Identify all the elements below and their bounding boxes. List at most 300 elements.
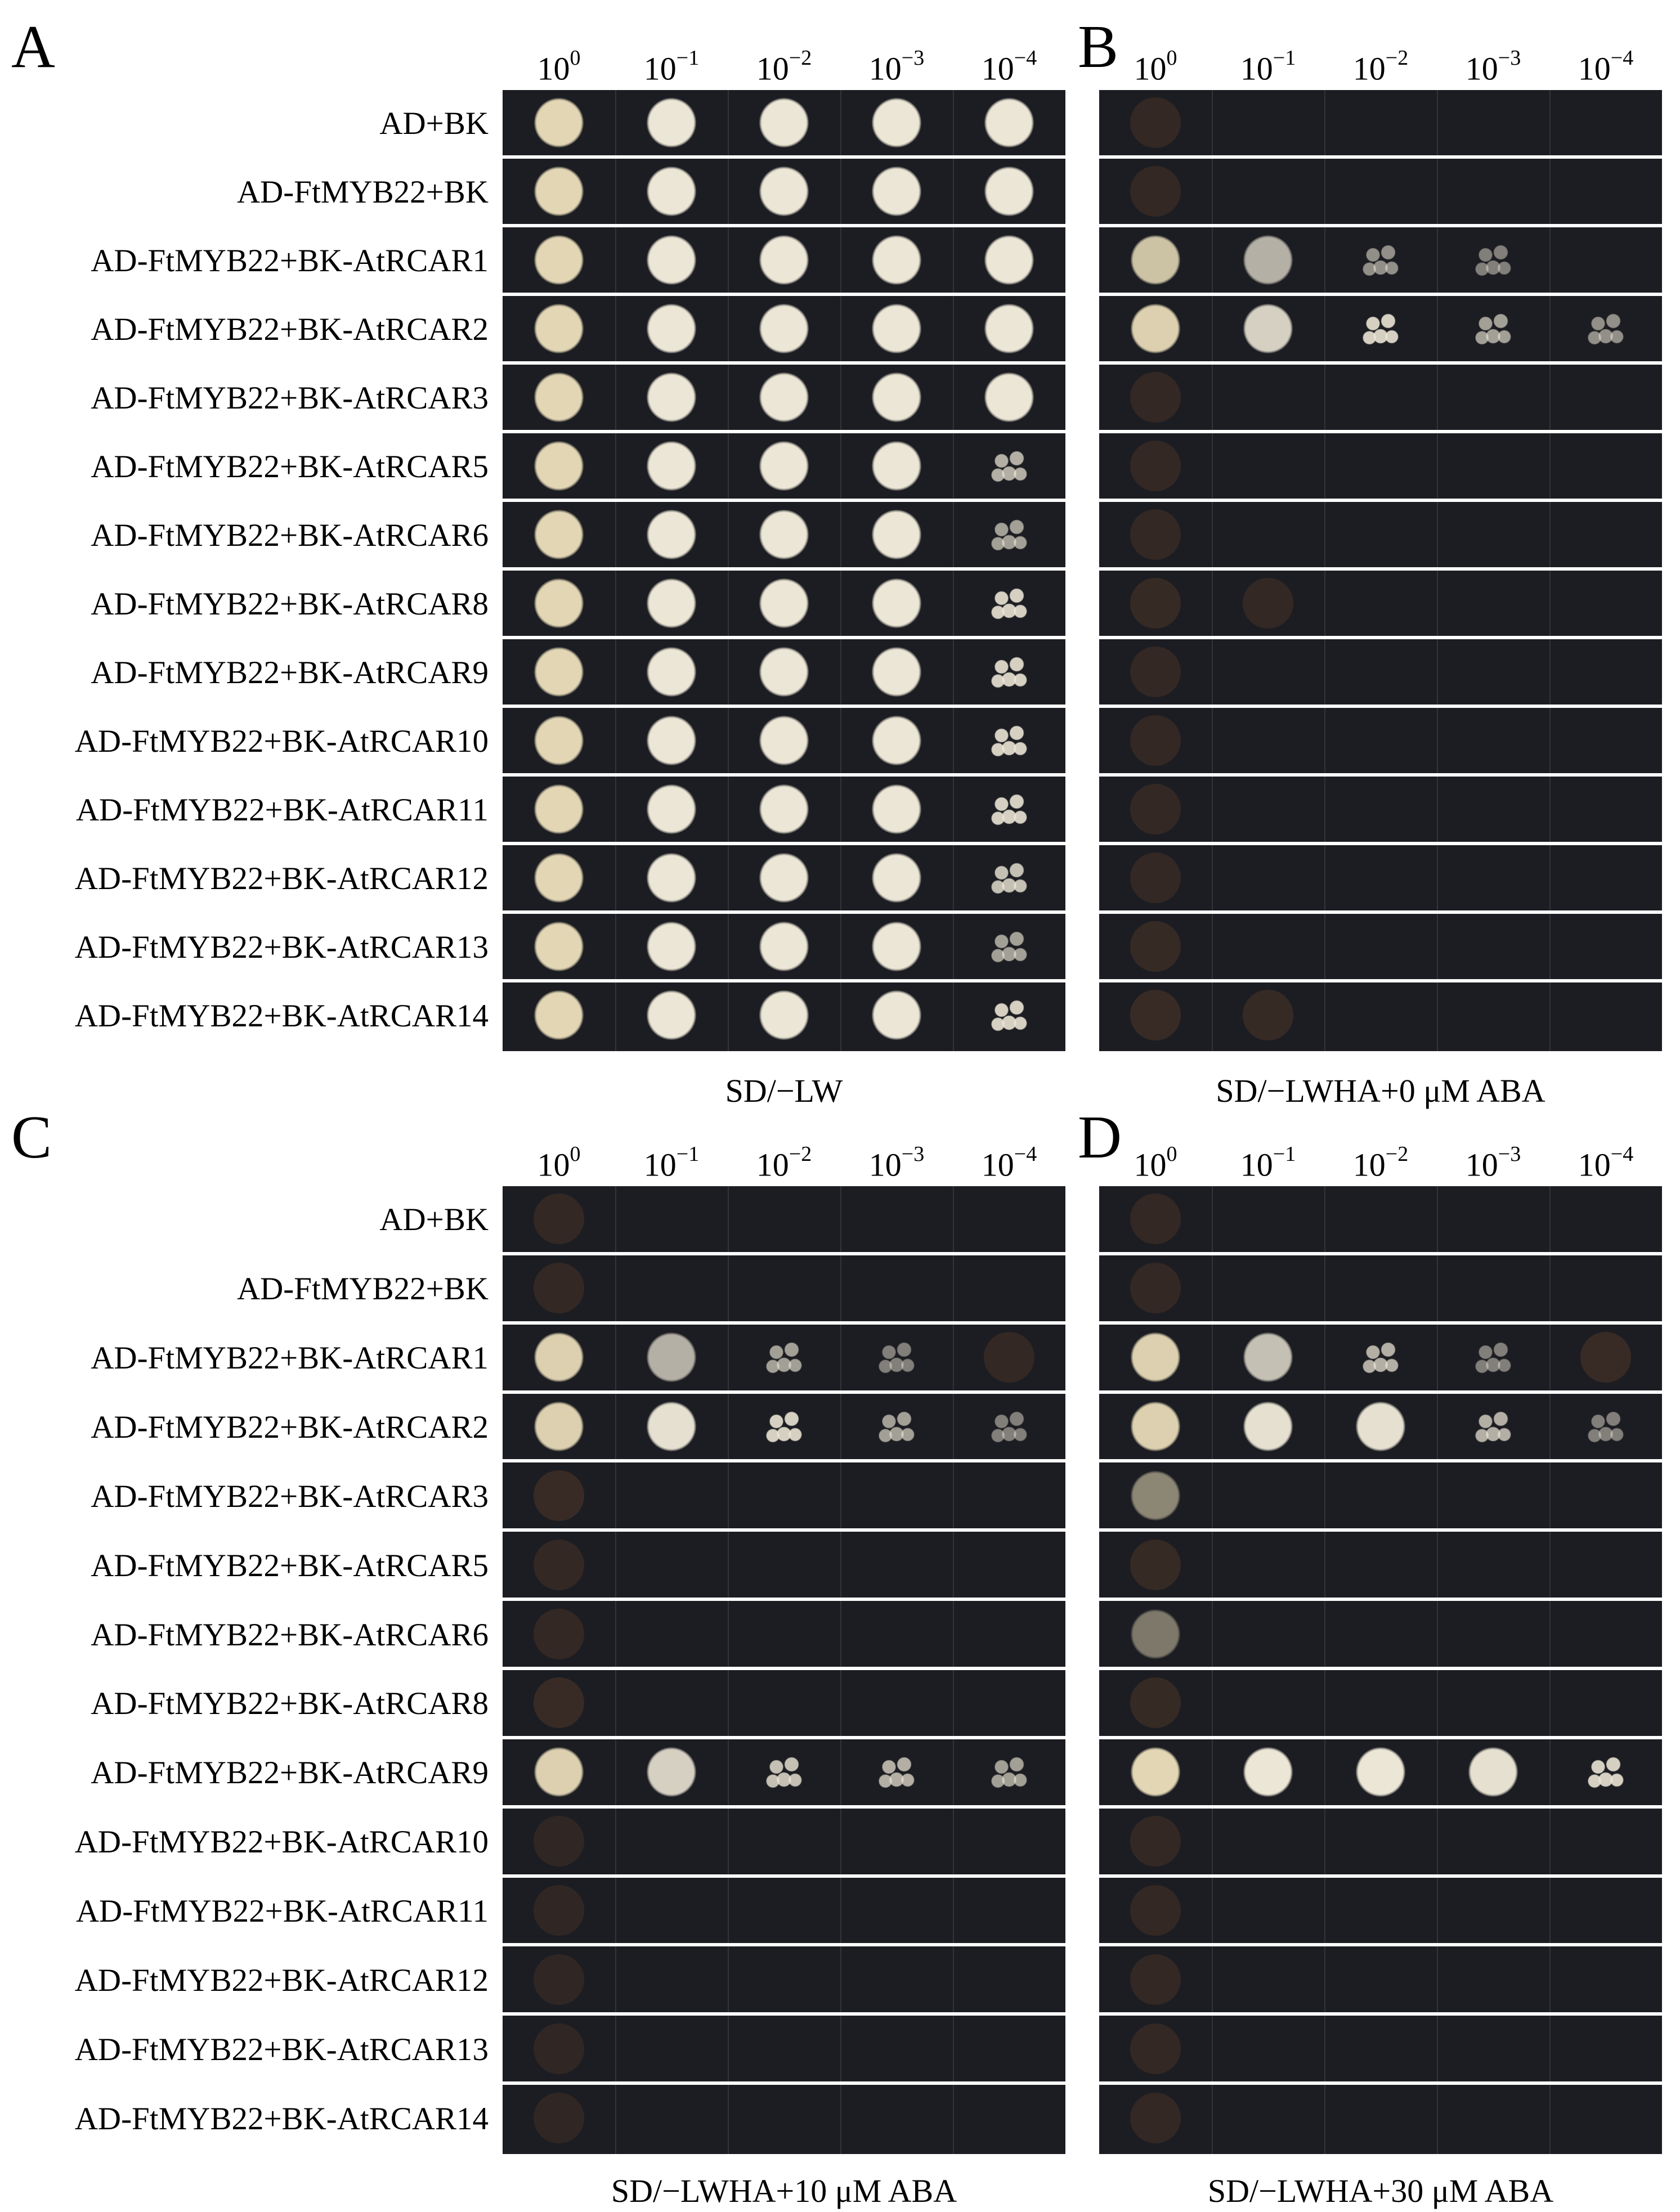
colony-spot <box>1580 1332 1631 1383</box>
dilution-base: 10 <box>643 1146 677 1183</box>
colony-spot <box>984 2023 1034 2074</box>
plate-row <box>503 1739 1065 1809</box>
colony-spot <box>1355 784 1406 834</box>
colony-spot <box>759 372 809 423</box>
plate-row <box>1099 2085 1662 2154</box>
plate-row <box>503 1670 1065 1739</box>
colony-spot <box>646 1194 697 1244</box>
plate-row <box>1099 433 1662 502</box>
colony-spot <box>1243 1470 1293 1521</box>
dilution-exponent: −3 <box>901 46 925 70</box>
colony-spot <box>1468 853 1518 903</box>
strain-label: AD-FtMYB22+BK-AtRCAR12 <box>74 861 489 896</box>
panel-d-dilution-label <box>1212 1142 1324 1183</box>
strain-label: AD-FtMYB22+BK-AtRCAR8 <box>91 1686 489 1722</box>
colony-spot <box>1130 1816 1181 1866</box>
colony-spot <box>534 1470 584 1521</box>
colony-spot <box>984 441 1034 491</box>
colony-spot <box>984 784 1034 834</box>
plate-row <box>503 982 1065 1051</box>
plate-row <box>1099 90 1662 159</box>
plate-row <box>1099 1325 1662 1394</box>
colony-spot <box>759 1194 809 1244</box>
strain-label: AD-FtMYB22+BK-AtRCAR2 <box>91 1410 489 1445</box>
colony-spot <box>1355 715 1406 766</box>
plate-row <box>503 845 1065 914</box>
panel-d-letter: D <box>1078 1104 1122 1171</box>
colony-spot <box>1243 1609 1293 1659</box>
colony-spot <box>1355 303 1406 354</box>
colony-spot <box>1468 647 1518 697</box>
colony-spot <box>871 1263 922 1313</box>
colony-spot <box>984 1677 1034 1728</box>
colony-spot <box>984 509 1034 560</box>
colony-spot <box>1580 578 1631 629</box>
colony-spot <box>1243 647 1293 697</box>
dilution-exponent: −2 <box>1385 46 1409 70</box>
colony-spot <box>759 509 809 560</box>
colony-spot <box>646 990 697 1040</box>
dilution-base: 10 <box>1352 1146 1386 1183</box>
colony-spot <box>759 1954 809 2005</box>
colony-spot <box>534 921 584 972</box>
dilution-base: 10 <box>1240 1146 1273 1183</box>
colony-spot <box>984 1540 1034 1590</box>
colony-spot <box>1355 235 1406 285</box>
dilution-base: 10 <box>868 1146 902 1183</box>
strain-label: AD-FtMYB22+BK <box>236 174 489 210</box>
colony-spot <box>759 1470 809 1521</box>
panel-b-letter: B <box>1078 14 1119 80</box>
strain-label: AD-FtMYB22+BK-AtRCAR11 <box>75 1894 489 1929</box>
colony-spot <box>759 578 809 629</box>
colony-spot <box>1243 1332 1293 1383</box>
colony-spot <box>1243 1194 1293 1244</box>
dilution-base: 10 <box>1578 50 1611 87</box>
colony-spot <box>1243 1540 1293 1590</box>
colony-spot <box>871 1816 922 1866</box>
colony-spot <box>1468 1747 1518 1797</box>
colony-spot <box>871 303 922 354</box>
colony-spot <box>984 235 1034 285</box>
plate-row <box>503 1325 1065 1394</box>
colony-spot <box>871 1540 922 1590</box>
colony-spot <box>534 1609 584 1659</box>
plate-row <box>1099 845 1662 914</box>
colony-spot <box>1468 578 1518 629</box>
colony-spot <box>1130 784 1181 834</box>
colony-spot <box>1355 1470 1406 1521</box>
colony-spot <box>759 647 809 697</box>
colony-spot <box>871 1747 922 1797</box>
colony-spot <box>984 853 1034 903</box>
colony-spot <box>984 372 1034 423</box>
colony-spot <box>1580 1540 1631 1590</box>
colony-spot <box>871 578 922 629</box>
colony-spot <box>1243 853 1293 903</box>
colony-spot <box>1468 1954 1518 2005</box>
colony-spot <box>984 1194 1034 1244</box>
panel-c-dilution-label <box>840 1142 953 1183</box>
panel-a-plate <box>503 90 1065 1051</box>
colony-spot <box>1580 784 1631 834</box>
plate-row <box>1099 159 1662 227</box>
colony-spot <box>1468 2023 1518 2074</box>
colony-spot <box>1580 1885 1631 1936</box>
panel-c-condition-label: SD/−LWHA+10 μM ABA <box>611 2173 957 2209</box>
colony-spot <box>1580 1194 1631 1244</box>
colony-spot <box>1243 97 1293 148</box>
colony-spot <box>1580 1954 1631 2005</box>
plate-row <box>1099 571 1662 639</box>
colony-spot <box>1355 1816 1406 1866</box>
colony-spot <box>1130 1540 1181 1590</box>
colony-spot <box>1130 1954 1181 2005</box>
dilution-exponent: −2 <box>789 1142 812 1166</box>
colony-spot <box>759 1540 809 1590</box>
colony-spot <box>1130 1470 1181 1521</box>
colony-spot <box>646 97 697 148</box>
colony-spot <box>871 2093 922 2143</box>
colony-spot <box>984 1609 1034 1659</box>
plate-row <box>1099 777 1662 845</box>
colony-spot <box>646 1885 697 1936</box>
colony-spot <box>984 647 1034 697</box>
colony-spot <box>1580 441 1631 491</box>
colony-spot <box>1130 2093 1181 2143</box>
colony-spot <box>871 921 922 972</box>
colony-spot <box>1580 647 1631 697</box>
colony-spot <box>871 235 922 285</box>
plate-row <box>503 1878 1065 1947</box>
colony-spot <box>1468 990 1518 1040</box>
colony-spot <box>1580 97 1631 148</box>
colony-spot <box>984 1332 1034 1383</box>
dilution-exponent: −1 <box>1273 46 1296 70</box>
colony-spot <box>1130 1677 1181 1728</box>
colony-spot <box>1243 372 1293 423</box>
panel-a-dilution-label <box>728 46 840 87</box>
plate-row <box>1099 1809 1662 1878</box>
panel-a-condition-label: SD/−LW <box>725 1073 843 1109</box>
colony-spot <box>1355 2023 1406 2074</box>
strain-label: AD-FtMYB22+BK-AtRCAR1 <box>91 243 489 279</box>
strain-label: AD+BK <box>379 106 489 141</box>
dilution-base: 10 <box>643 50 677 87</box>
colony-spot <box>871 1677 922 1728</box>
dilution-exponent: −2 <box>1385 1142 1409 1166</box>
colony-spot <box>984 166 1034 217</box>
dilution-base: 10 <box>1352 50 1386 87</box>
colony-spot <box>534 509 584 560</box>
plate-row <box>503 1946 1065 2016</box>
colony-spot <box>1243 921 1293 972</box>
dilution-base: 10 <box>981 50 1014 87</box>
plate-row <box>503 296 1065 365</box>
strain-label: AD-FtMYB22+BK-AtRCAR2 <box>91 312 489 347</box>
colony-spot <box>1130 372 1181 423</box>
colony-spot <box>1243 235 1293 285</box>
colony-spot <box>1468 1470 1518 1521</box>
colony-spot <box>1243 441 1293 491</box>
panel-b-dilution-label <box>1324 46 1437 87</box>
strain-label: AD-FtMYB22+BK-AtRCAR10 <box>74 724 489 759</box>
panel-a-dilution-label <box>953 46 1065 87</box>
colony-spot <box>534 1816 584 1866</box>
colony-spot <box>534 1401 584 1452</box>
colony-spot <box>1355 1540 1406 1590</box>
colony-spot <box>534 166 584 217</box>
colony-spot <box>1355 1332 1406 1383</box>
colony-spot <box>759 235 809 285</box>
colony-spot <box>534 2023 584 2074</box>
colony-spot <box>1580 1401 1631 1452</box>
colony-spot <box>1580 235 1631 285</box>
colony-spot <box>646 1609 697 1659</box>
colony-spot <box>534 853 584 903</box>
colony-spot <box>759 1609 809 1659</box>
dilution-base: 10 <box>756 50 789 87</box>
colony-spot <box>1355 1954 1406 2005</box>
colony-spot <box>871 715 922 766</box>
plate-row <box>503 639 1065 708</box>
colony-spot <box>1130 1885 1181 1936</box>
colony-spot <box>759 97 809 148</box>
colony-spot <box>1130 166 1181 217</box>
plate-row <box>503 1601 1065 1670</box>
colony-spot <box>759 1401 809 1452</box>
panel-d-dilution-label <box>1324 1142 1437 1183</box>
strain-label: AD-FtMYB22+BK-AtRCAR10 <box>74 1824 489 1860</box>
colony-spot <box>646 578 697 629</box>
panel-a-dilution-label <box>615 46 728 87</box>
colony-spot <box>1130 1401 1181 1452</box>
dilution-base: 10 <box>1134 1146 1167 1183</box>
colony-spot <box>1355 990 1406 1040</box>
colony-spot <box>1243 784 1293 834</box>
colony-spot <box>646 1954 697 2005</box>
strain-label: AD-FtMYB22+BK-AtRCAR11 <box>75 792 489 828</box>
colony-spot <box>1468 303 1518 354</box>
colony-spot <box>1243 715 1293 766</box>
colony-spot <box>1243 509 1293 560</box>
colony-spot <box>759 166 809 217</box>
strain-label: AD-FtMYB22+BK-AtRCAR9 <box>91 655 489 690</box>
dilution-base: 10 <box>1240 50 1273 87</box>
colony-spot <box>534 97 584 148</box>
colony-spot <box>1468 166 1518 217</box>
colony-spot <box>534 372 584 423</box>
strain-label: AD-FtMYB22+BK-AtRCAR6 <box>91 1617 489 1653</box>
colony-spot <box>984 1885 1034 1936</box>
colony-spot <box>871 509 922 560</box>
colony-spot <box>646 647 697 697</box>
strain-label: AD-FtMYB22+BK-AtRCAR8 <box>91 586 489 622</box>
colony-spot <box>1243 1954 1293 2005</box>
colony-spot <box>1468 1885 1518 1936</box>
colony-spot <box>984 2093 1034 2143</box>
colony-spot <box>646 2023 697 2074</box>
colony-spot <box>1130 1747 1181 1797</box>
plate-row <box>1099 708 1662 777</box>
panel-d-dilution-label <box>1549 1142 1662 1183</box>
colony-spot <box>1243 1747 1293 1797</box>
plate-row <box>503 1394 1065 1463</box>
colony-spot <box>1130 647 1181 697</box>
colony-spot <box>1468 1609 1518 1659</box>
colony-spot <box>1355 921 1406 972</box>
colony-spot <box>759 853 809 903</box>
colony-spot <box>534 1747 584 1797</box>
colony-spot <box>871 1954 922 2005</box>
plate-row <box>503 159 1065 227</box>
strain-label: AD-FtMYB22+BK-AtRCAR1 <box>91 1340 489 1376</box>
colony-spot <box>871 784 922 834</box>
colony-spot <box>871 372 922 423</box>
colony-spot <box>871 1332 922 1383</box>
colony-spot <box>534 647 584 697</box>
dilution-exponent: 0 <box>1166 46 1177 70</box>
colony-spot <box>1580 2023 1631 2074</box>
colony-spot <box>1580 2093 1631 2143</box>
plate-row <box>503 365 1065 433</box>
colony-spot <box>1580 1470 1631 1521</box>
colony-spot <box>534 1194 584 1244</box>
colony-spot <box>1243 1885 1293 1936</box>
colony-spot <box>646 441 697 491</box>
colony-spot <box>1468 441 1518 491</box>
colony-spot <box>1243 578 1293 629</box>
colony-spot <box>759 1885 809 1936</box>
dilution-exponent: −1 <box>676 1142 700 1166</box>
colony-spot <box>1468 1332 1518 1383</box>
colony-spot <box>984 1401 1034 1452</box>
plate-row <box>1099 1186 1662 1255</box>
strain-label: AD-FtMYB22+BK-AtRCAR6 <box>91 518 489 553</box>
plate-row <box>503 708 1065 777</box>
dilution-base: 10 <box>981 1146 1014 1183</box>
strain-label: AD-FtMYB22+BK-AtRCAR13 <box>74 930 489 965</box>
colony-spot <box>1130 235 1181 285</box>
colony-spot <box>1580 1816 1631 1866</box>
colony-spot <box>1130 2023 1181 2074</box>
plate-row <box>1099 1601 1662 1670</box>
dilution-base: 10 <box>537 1146 570 1183</box>
plate-row <box>1099 1462 1662 1532</box>
colony-spot <box>984 578 1034 629</box>
colony-spot <box>646 509 697 560</box>
plate-row <box>503 1255 1065 1325</box>
colony-spot <box>534 1954 584 2005</box>
panel-c-dilution-label <box>615 1142 728 1183</box>
colony-spot <box>1355 1609 1406 1659</box>
colony-spot <box>1355 578 1406 629</box>
strain-label: AD-FtMYB22+BK <box>236 1271 489 1307</box>
colony-spot <box>984 715 1034 766</box>
dilution-exponent: −4 <box>1014 46 1037 70</box>
colony-spot <box>1580 921 1631 972</box>
strain-label: AD-FtMYB22+BK-AtRCAR9 <box>91 1755 489 1791</box>
strain-label: AD-FtMYB22+BK-AtRCAR5 <box>91 1547 489 1583</box>
plate-row <box>503 227 1065 296</box>
colony-spot <box>1130 441 1181 491</box>
plate-row <box>1099 2016 1662 2085</box>
strain-label: AD-FtMYB22+BK-AtRCAR3 <box>91 380 489 416</box>
plate-row <box>1099 227 1662 296</box>
panel-d-plate <box>1099 1186 1662 2154</box>
colony-spot <box>1355 1747 1406 1797</box>
colony-spot <box>1580 990 1631 1040</box>
colony-spot <box>1130 921 1181 972</box>
colony-spot <box>646 1401 697 1452</box>
plate-row <box>503 90 1065 159</box>
panel-c-dilution-label <box>728 1142 840 1183</box>
colony-spot <box>1355 1677 1406 1728</box>
colony-spot <box>871 647 922 697</box>
colony-spot <box>759 784 809 834</box>
colony-spot <box>1355 853 1406 903</box>
colony-spot <box>759 1747 809 1797</box>
colony-spot <box>1130 303 1181 354</box>
colony-spot <box>1243 1677 1293 1728</box>
colony-spot <box>1243 1816 1293 1866</box>
colony-spot <box>759 921 809 972</box>
plate-row <box>1099 296 1662 365</box>
dilution-exponent: −4 <box>1014 1142 1037 1166</box>
colony-spot <box>1468 1401 1518 1452</box>
colony-spot <box>1130 990 1181 1040</box>
colony-spot <box>646 235 697 285</box>
dilution-exponent: 0 <box>1166 1142 1177 1166</box>
dilution-base: 10 <box>1465 50 1498 87</box>
colony-spot <box>1130 1332 1181 1383</box>
panel-c-dilution-label <box>953 1142 1065 1183</box>
plate-row <box>1099 1878 1662 1947</box>
dilution-exponent: −2 <box>789 46 812 70</box>
colony-spot <box>759 1816 809 1866</box>
colony-spot <box>1580 1263 1631 1313</box>
colony-spot <box>646 853 697 903</box>
plate-row <box>1099 1255 1662 1325</box>
plate-row <box>503 433 1065 502</box>
colony-spot <box>1468 1816 1518 1866</box>
panel-b-dilution-label <box>1549 46 1662 87</box>
colony-spot <box>759 1677 809 1728</box>
panel-b-condition-label: SD/−LWHA+0 μM ABA <box>1216 1073 1545 1109</box>
dilution-exponent: 0 <box>570 1142 581 1166</box>
colony-spot <box>1355 509 1406 560</box>
dilution-exponent: 0 <box>570 46 581 70</box>
colony-spot <box>646 1332 697 1383</box>
colony-spot <box>1580 1747 1631 1797</box>
colony-spot <box>1580 372 1631 423</box>
colony-spot <box>1130 1194 1181 1244</box>
colony-spot <box>871 441 922 491</box>
plate-row <box>503 1186 1065 1255</box>
dilution-exponent: −3 <box>1498 1142 1521 1166</box>
colony-spot <box>1580 715 1631 766</box>
colony-spot <box>1130 715 1181 766</box>
dilution-base: 10 <box>1134 50 1167 87</box>
colony-spot <box>1355 372 1406 423</box>
dilution-exponent: −4 <box>1610 46 1634 70</box>
colony-spot <box>534 578 584 629</box>
colony-spot <box>984 990 1034 1040</box>
plate-row <box>1099 1739 1662 1809</box>
colony-spot <box>534 784 584 834</box>
colony-spot <box>984 97 1034 148</box>
dilution-exponent: −1 <box>676 46 700 70</box>
